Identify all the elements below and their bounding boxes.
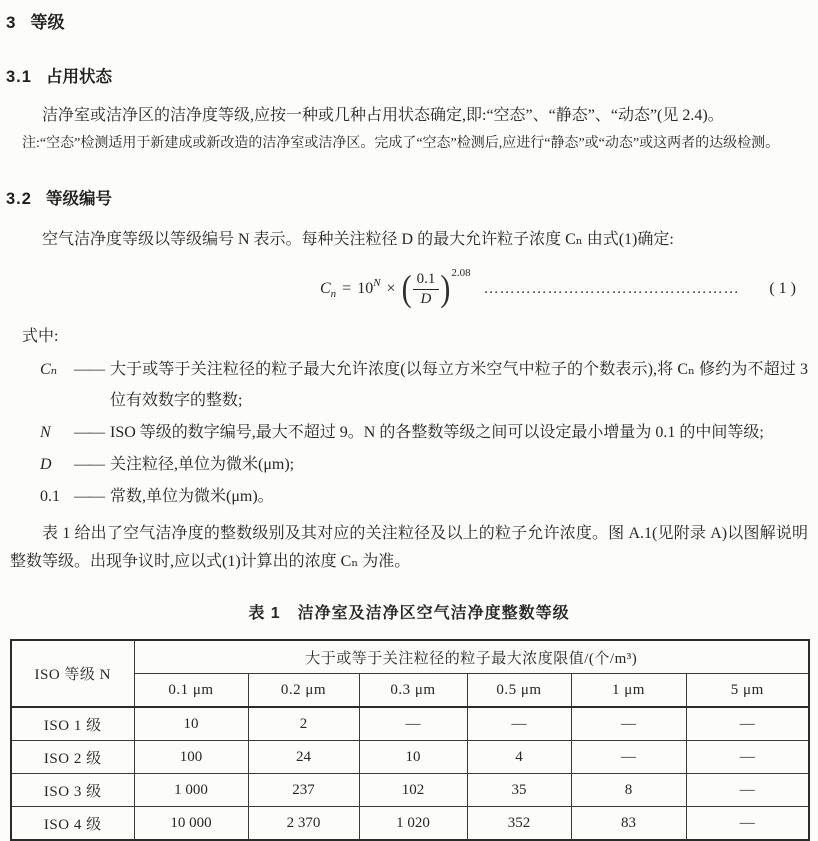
formula-power-base: 10 bbox=[357, 280, 374, 297]
formula-power-exponent: N bbox=[373, 277, 381, 289]
table-cell: 83 bbox=[571, 807, 686, 841]
table-cell: — bbox=[686, 807, 809, 841]
formula-open-paren: ( bbox=[401, 267, 412, 309]
definition-symbol: 0.1 bbox=[40, 488, 60, 505]
table-cell: — bbox=[686, 741, 809, 774]
formula-outer-exponent: 2.08 bbox=[451, 267, 471, 279]
table-cell: 4 bbox=[467, 741, 571, 774]
formula-fraction-numerator: 0.1 bbox=[413, 271, 440, 290]
definition-dash: —— bbox=[74, 456, 104, 473]
table-cell: — bbox=[467, 707, 571, 741]
table-size-header: 0.1 μm bbox=[134, 674, 248, 708]
table-cell: 1 000 bbox=[134, 774, 248, 807]
table-cell: 10 bbox=[359, 741, 467, 774]
note-occupancy: 注:“空态”检测适用于新建成或新改造的洁净室或洁净区。完成了“空态”检测后,应进行“静态”或“动态”或这两者的达级检测。 bbox=[22, 136, 780, 151]
definition-symbol: D bbox=[40, 456, 52, 473]
definition-item bbox=[10, 417, 808, 448]
definitions-list bbox=[10, 354, 808, 512]
definitions-lead: 式中: bbox=[22, 328, 59, 345]
table-cell: — bbox=[686, 707, 809, 741]
formula-close-paren: ) bbox=[440, 267, 451, 309]
section-3-1-heading bbox=[6, 63, 808, 87]
formula-1 bbox=[320, 267, 471, 309]
formula-times-sign: × bbox=[386, 280, 396, 297]
formula-equals: = bbox=[342, 280, 352, 297]
table-row bbox=[11, 774, 809, 807]
table-row bbox=[11, 707, 809, 741]
formula-dot-leader: ………………………………………… bbox=[483, 280, 740, 297]
table-row bbox=[11, 807, 809, 841]
table-row bbox=[11, 741, 809, 774]
table-size-header: 1 μm bbox=[571, 674, 686, 708]
section-3-2-title: 等级编号 bbox=[45, 190, 112, 208]
table-cell: 10 000 bbox=[134, 807, 248, 841]
formula-lhs-subscript: n bbox=[330, 288, 337, 300]
table-cell: 35 bbox=[467, 774, 571, 807]
section-3-number: 3 bbox=[6, 13, 17, 32]
paragraph-occupancy: 洁净室或洁净区的洁净度等级,应按一种或几种占用状态确定,即:“空态”、“静态”、“动态”(见 2.4)。 bbox=[42, 107, 724, 124]
paragraph-class-number: 空气洁净度等级以等级编号 N 表示。每种关注粒径 D 的最大允许粒子浓度 Cₙ 由式(1)确定: bbox=[42, 231, 674, 248]
section-3-1-title: 占用状态 bbox=[45, 68, 112, 86]
formula-lhs: C bbox=[320, 280, 331, 297]
table-size-header: 0.3 μm bbox=[359, 674, 467, 708]
table-cell: 10 bbox=[134, 707, 248, 741]
definition-text: ISO 等级的数字编号,最大不超过 9。N 的各整数等级之间可以设定最小增量为 0.1 的中间等级; bbox=[110, 424, 764, 441]
table-cell: 237 bbox=[248, 774, 359, 807]
section-3-heading bbox=[6, 8, 808, 33]
formula-1-row bbox=[320, 264, 796, 314]
definition-dash: —— bbox=[74, 361, 104, 378]
table-cell: 352 bbox=[467, 807, 571, 841]
table-1-title: 表 1 洁净室及洁净区空气洁净度整数等级 bbox=[248, 605, 570, 622]
table-corner-header: ISO 等级 N bbox=[11, 640, 134, 707]
definition-symbol: Cₙ bbox=[40, 361, 58, 378]
table-size-header: 5 μm bbox=[686, 674, 809, 708]
table-row-label: ISO 4 级 bbox=[11, 807, 134, 841]
table-cell: 24 bbox=[248, 741, 359, 774]
table-cell: 100 bbox=[134, 741, 248, 774]
definition-item bbox=[10, 449, 808, 480]
table-cell: — bbox=[571, 741, 686, 774]
table-cell: 102 bbox=[359, 774, 467, 807]
definition-item bbox=[10, 481, 808, 512]
definition-symbol: N bbox=[40, 424, 51, 441]
table-size-header: 0.5 μm bbox=[467, 674, 571, 708]
table-row-label: ISO 3 级 bbox=[11, 774, 134, 807]
definition-item bbox=[10, 354, 808, 416]
section-3-2-number: 3.2 bbox=[6, 190, 32, 208]
table-group-header: 大于或等于关注粒径的粒子最大浓度限值/(个/m³) bbox=[134, 640, 809, 674]
table-row-label: ISO 1 级 bbox=[11, 707, 134, 741]
formula-fraction-denominator: D bbox=[420, 290, 432, 307]
table-header-row-1 bbox=[11, 640, 809, 674]
section-3-2-heading bbox=[6, 185, 808, 209]
definition-dash: —— bbox=[74, 488, 104, 505]
table-cell: 1 020 bbox=[359, 807, 467, 841]
table-size-header: 0.2 μm bbox=[248, 674, 359, 708]
definition-dash: —— bbox=[74, 424, 104, 441]
formula-equation-number: ( 1 ) bbox=[769, 280, 796, 297]
table-row-label: ISO 2 级 bbox=[11, 741, 134, 774]
table-1 bbox=[10, 639, 810, 841]
table-cell: — bbox=[686, 774, 809, 807]
formula-fraction bbox=[413, 271, 440, 308]
table-body bbox=[11, 707, 809, 840]
paragraph-table-intro: 表 1 给出了空气洁净度的整数级别及其对应的关注粒径及以上的粒子允许浓度。图 A.1(见附录 A)以图解说明整数等级。出现争议时,应以式(1)计算出的浓度 Cₙ 为准。 bbox=[10, 525, 808, 570]
definition-text: 关注粒径,单位为微米(μm); bbox=[110, 456, 295, 473]
table-cell: 2 bbox=[248, 707, 359, 741]
definition-text: 大于或等于关注粒径的粒子最大允许浓度(以每立方米空气中粒子的个数表示),将 Cₙ 修约为不超过 3 位有效数字的整数; bbox=[110, 361, 808, 409]
section-3-title: 等级 bbox=[30, 13, 65, 32]
table-cell: 8 bbox=[571, 774, 686, 807]
definition-text: 常数,单位为微米(μm)。 bbox=[110, 488, 274, 505]
table-cell: — bbox=[359, 707, 467, 741]
table-cell: 2 370 bbox=[248, 807, 359, 841]
section-3-1-number: 3.1 bbox=[6, 68, 32, 86]
table-cell: — bbox=[571, 707, 686, 741]
